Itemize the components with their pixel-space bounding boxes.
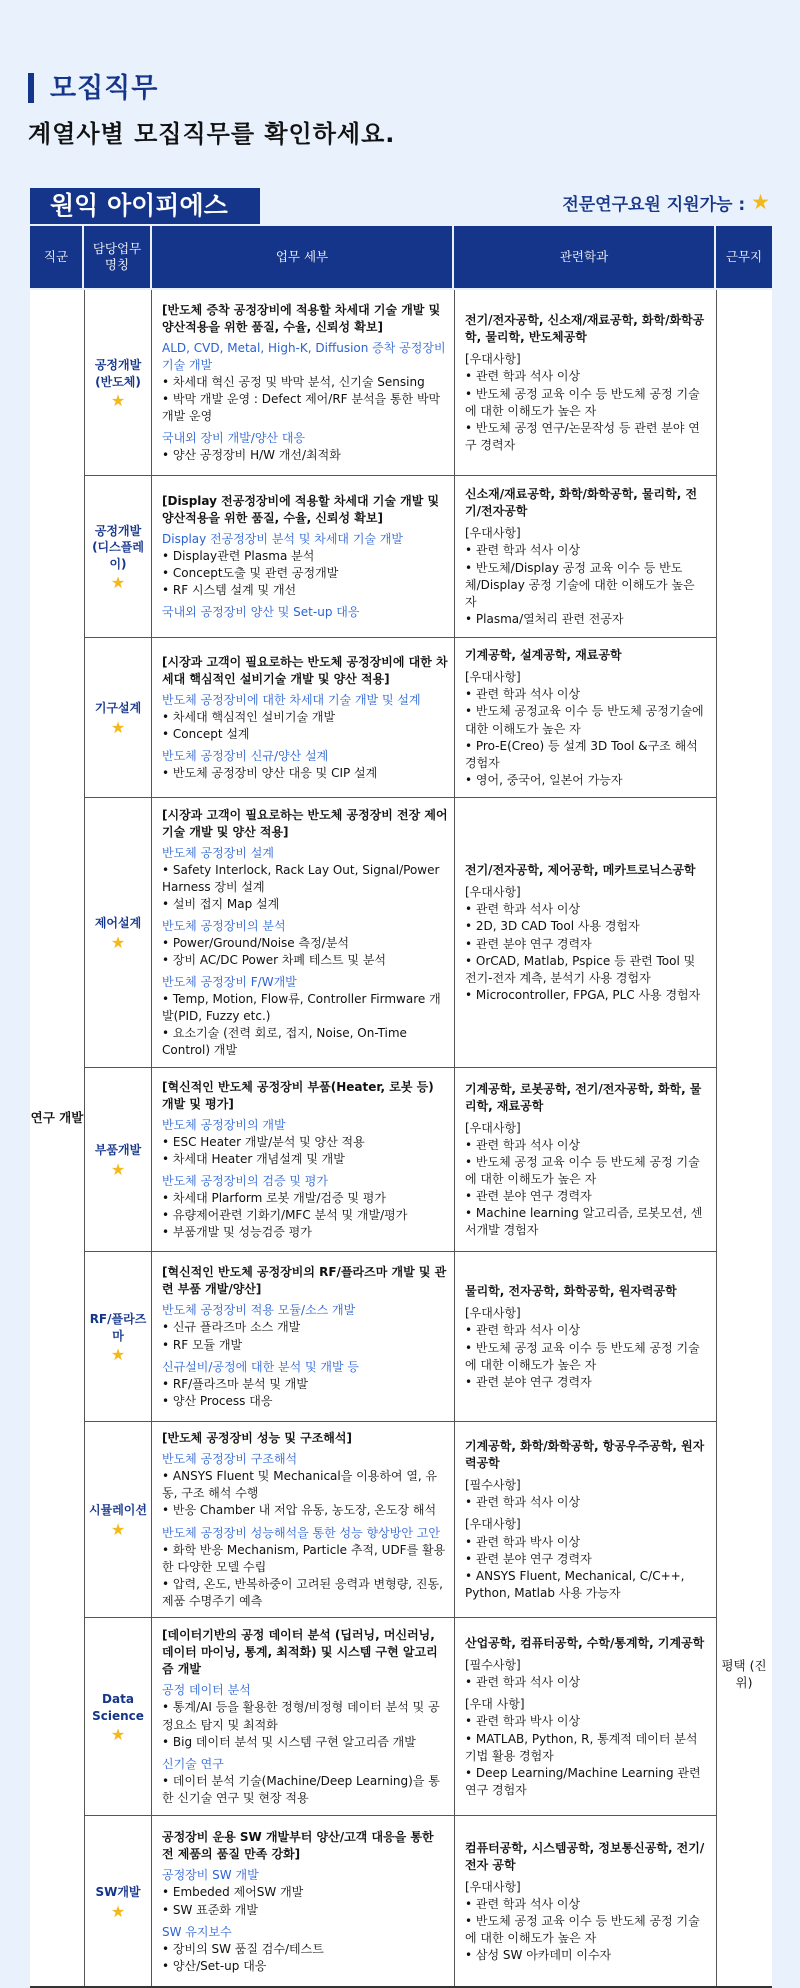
expert-researcher-note — [562, 190, 770, 215]
section-title: 모집직무 — [50, 73, 159, 104]
cell-line: • 관련 학과 석사 이상 — [465, 1137, 581, 1152]
cell-line: • Concept 설계 — [162, 727, 250, 742]
cell-line: • Microcontroller, FPGA, PLC 사용 경험자 — [465, 987, 701, 1002]
cell-line: • 삼성 SW 아카데미 이수자 — [465, 1948, 612, 1963]
detail-cell — [152, 1422, 454, 1618]
cell-subheading: 반도체 공정장비 구조해석 — [162, 1452, 298, 1467]
star-icon: ★ — [110, 1159, 126, 1179]
cell-heading: 신소재/재료공학, 화학/화학공학, 물리학, 전기/전자공학 — [465, 487, 698, 519]
cell-line: • 반도체 공정 교육 이수 등 반도체 공정 기술에 대한 이해도가 높은 자 — [465, 1154, 700, 1187]
cell-line: • Safety Interlock, Rack Lay Out, Signal/Power Harness 장비 설계 — [162, 862, 440, 894]
table-body — [30, 290, 772, 1988]
major-cell — [455, 1816, 716, 1988]
cell-heading: [반도체 증착 공정장비에 적용할 차세대 기술 개발 및 양산적용을 위한 품질, 수율, 신뢰성 확보] — [162, 302, 441, 334]
detail-cell — [152, 1816, 454, 1988]
cell-line: [우대 사항] — [465, 1697, 525, 1712]
major-cell — [455, 638, 716, 798]
cell-line: [우대사항] — [465, 352, 521, 367]
cell-line: • 관련 학과 석사 이상 — [465, 1495, 581, 1510]
company-name: 원익 아이피에스 — [30, 188, 260, 224]
cell-subheading: 공정 데이터 분석 — [162, 1683, 251, 1698]
cell-line: • Power/Ground/Noise 측정/분석 — [162, 936, 349, 950]
star-icon: ★ — [110, 1901, 126, 1921]
cell-line: • 신규 플라즈마 소스 개발 — [162, 1320, 301, 1335]
star-icon: ★ — [110, 1724, 126, 1744]
cell-heading: 공정장비 운용 SW 개발부터 양산/고객 대응을 통한 전 제품의 품질 만족 강화] — [162, 1830, 434, 1862]
cell-line: [우대사항] — [465, 526, 521, 541]
cell-subheading: 신규설비/공정에 대한 분석 및 개발 등 — [162, 1359, 359, 1374]
cell-line: [필수사항] — [465, 1658, 521, 1673]
cell-heading: 산업공학, 컴퓨터공학, 수학/통계학, 기계공학 — [465, 1636, 705, 1651]
major-cell — [455, 1422, 716, 1618]
cell-line: [필수사항] — [465, 1478, 521, 1493]
detail-cell — [152, 638, 454, 798]
cell-line: • SW 표준화 개발 — [162, 1902, 258, 1917]
cell-line: • 관련 학과 석사 이상 — [465, 369, 581, 384]
section-subtitle: 계열사별 모집직무를 확인하세요. — [28, 120, 396, 148]
cell-subheading: Display 전공정장비 분석 및 차세대 기술 개발 — [162, 531, 404, 546]
major-cell — [455, 1068, 716, 1252]
cell-line: • 양산 Process 대응 — [162, 1393, 273, 1408]
star-icon: ★ — [110, 932, 126, 952]
expert-label: 전문연구요원 지원가능 : — [562, 195, 746, 215]
cell-line: [우대사항] — [465, 1879, 521, 1894]
cell-subheading: 반도체 공정장비 신규/양산 설계 — [162, 749, 329, 764]
cell-subheading: 반도체 공정장비의 검증 및 평가 — [162, 1174, 328, 1189]
cell-line: • 박막 개발 운영 : Defect 제어/RF 분석을 통한 박막 개발 운영 — [162, 392, 441, 424]
cell-subheading: 반도체 공정장비 성능해석을 통한 성능 향상방안 고안 — [162, 1525, 440, 1540]
cell-line: [우대사항] — [465, 1517, 521, 1532]
cell-line: [우대사항] — [465, 885, 521, 900]
cell-line: • 반도체 공정장비 양산 대응 및 CIP 설계 — [162, 766, 378, 781]
cell-line: • RF/플라즈마 분석 및 개발 — [162, 1376, 308, 1391]
detail-cell — [152, 290, 454, 476]
major-cell — [455, 798, 716, 1068]
cell-heading: [반도체 공정장비 성능 및 구조해석] — [162, 1431, 352, 1446]
cell-line: • 관련 학과 박사 이상 — [465, 1714, 581, 1729]
role-name: 기구설계 — [94, 701, 142, 716]
detail-cell — [152, 1068, 454, 1252]
cell-line: • 데이터 분석 기술(Machine/Deep Learning)을 통한 신기술 연구 및 현장 적용 — [162, 1773, 440, 1805]
major-cell — [455, 1618, 716, 1816]
cell-line: • 관련 분야 연구 경력자 — [465, 1189, 592, 1204]
header-role: 담당업무 명칭 — [84, 226, 152, 288]
cell-subheading: 공정장비 SW 개발 — [162, 1868, 259, 1883]
role-cell — [85, 290, 151, 476]
cell-line: • 반도체 공정 교육 이수 등 반도체 공정 기술에 대한 이해도가 높은 자 — [465, 386, 700, 418]
cell-subheading: 반도체 공정장비 F/W개발 — [162, 975, 297, 990]
cell-line: • 관련 학과 석사 이상 — [465, 1675, 581, 1690]
detail-cell — [152, 798, 454, 1068]
cell-line: • Concept도출 및 관련 공정개발 — [162, 566, 339, 581]
cell-heading: 기계공학, 화학/화학공학, 항공우주공학, 원자력공학 — [465, 1439, 705, 1471]
star-icon: ★ — [110, 390, 126, 410]
cell-subheading: 반도체 공정장비 설계 — [162, 845, 274, 860]
role-name: 공정개발 (반도체) — [94, 358, 142, 389]
cell-line: • Temp, Motion, Flow류, Controller Firmware 개발(PID, Fuzzy etc.) — [162, 992, 441, 1024]
header-major: 관련학과 — [454, 226, 716, 288]
star-icon: ★ — [110, 717, 126, 737]
cell-subheading: SW 유지보수 — [162, 1924, 232, 1939]
cell-heading: [시장과 고객이 필요로하는 반도체 공정장비 전장 제어 기술 개발 및 양산 적용] — [162, 807, 448, 839]
header-location: 근무지 — [725, 249, 763, 265]
star-icon: ★ — [110, 572, 126, 592]
cell-line: • 차세대 핵심적인 설비기술 개발 — [162, 709, 336, 724]
cell-line: • MATLAB, Python, R, 통계적 데이터 분석 기법 활용 경험자 — [465, 1731, 698, 1763]
cell-line: • 관련 분야 연구 경력자 — [465, 936, 592, 951]
cell-line: • 관련 분야 연구 경력자 — [465, 1551, 592, 1566]
cell-line: • Plasma/열처리 관련 전공자 — [465, 611, 624, 626]
cell-line: • OrCAD, Matlab, Pspice 등 관련 Tool 및 전기-전자 계측, 분석기 사용 경험자 — [465, 953, 696, 985]
role-cell — [85, 1252, 151, 1422]
star-icon: ★ — [110, 1519, 126, 1539]
role-name: SW개발 — [95, 1885, 141, 1900]
role-name: 제어설계 — [94, 916, 142, 931]
cell-line: • 반도체 공정 연구/논문작성 등 관련 분야 연구 경력자 — [465, 420, 700, 452]
cell-line: • 차세대 Plarform 로봇 개발/검증 및 평가 — [162, 1191, 386, 1206]
star-icon: ★ — [110, 1344, 126, 1364]
role-name: 공정개발 (디스플레이) — [92, 524, 144, 571]
cell-line: • 반도체 공정교육 이수 등 반도체 공정기술에 대한 이해도가 높은 자 — [465, 704, 704, 736]
cell-line: • 양산/Set-up 대응 — [162, 1958, 267, 1973]
cell-line: • 유량제어관련 기화기/MFC 분석 및 개발/평가 — [162, 1208, 408, 1223]
cell-line: • 반도체 공정 교육 이수 등 반도체 공정 기술에 대한 이해도가 높은 자 — [465, 1340, 700, 1372]
cell-line: • 반응 Chamber 내 저압 유동, 농도장, 온도장 해석 — [162, 1503, 437, 1518]
cell-line: • 관련 학과 석사 이상 — [465, 687, 581, 702]
cell-line: • 장비의 SW 품질 검수/테스트 — [162, 1941, 324, 1956]
role-cell — [85, 1618, 151, 1816]
cell-line: • 관련 학과 석사 이상 — [465, 543, 581, 558]
cell-line: • 양산 공정장비 H/W 개선/최적화 — [162, 448, 341, 463]
role-name: RF/플라즈마 — [89, 1312, 147, 1343]
role-cell — [85, 1068, 151, 1252]
detail-cell — [152, 1618, 454, 1816]
cell-line: • 차세대 Heater 개념설계 및 개발 — [162, 1151, 345, 1166]
role-name: 부품개발 — [94, 1143, 142, 1158]
cell-line: • 요소기술 (전력 회로, 접지, Noise, On-Time Control) 개발 — [162, 1026, 407, 1058]
cell-line: • 부품개발 및 성능검증 평가 — [162, 1225, 312, 1240]
cell-line: • RF 시스템 설계 및 개선 — [162, 583, 297, 598]
section-accent-bar — [28, 73, 34, 103]
cell-line: • 영어, 중국어, 일본어 가능자 — [465, 772, 623, 787]
cell-line: • Display관련 Plasma 분석 — [162, 548, 315, 563]
cell-line: • Embeded 제어SW 개발 — [162, 1885, 304, 1900]
cell-heading: 물리학, 전자공학, 화학공학, 원자력공학 — [465, 1284, 677, 1299]
cell-line: [우대사항] — [465, 670, 521, 685]
cell-heading: 전기/전자공학, 제어공학, 메카트로닉스공학 — [465, 863, 696, 878]
major-cell — [455, 476, 716, 638]
cell-line: • 관련 분야 연구 경력자 — [465, 1374, 592, 1389]
cell-line: • 장비 AC/DC Power 차폐 테스트 및 분석 — [162, 953, 387, 968]
cell-line: • 통계/AI 등을 활용한 정형/비정형 데이터 분석 및 공정요소 탐지 및 최적화 — [162, 1700, 440, 1732]
cell-line: • 2D, 3D CAD Tool 사용 경험자 — [465, 919, 640, 934]
detail-cell — [152, 1252, 454, 1422]
cell-line: • ANSYS Fluent 및 Mechanical을 이용하여 열, 유동, 구조 해석 수행 — [162, 1469, 438, 1501]
cell-line: • ANSYS Fluent, Mechanical, C/C++, Python, Matlab 사용 가능자 — [465, 1568, 685, 1600]
role-name: Data Science — [92, 1692, 144, 1723]
cell-line: • 차세대 혁신 공정 및 박막 분석, 신기술 Sensing — [162, 374, 425, 389]
detail-cell — [152, 476, 454, 638]
cell-line: • 반도체/Display 공정 교육 이수 등 반도체/Display 공정 기술에 대한 이해도가 높은 자 — [465, 560, 695, 609]
header-detail: 업무 세부 — [152, 226, 454, 288]
role-cell — [85, 798, 151, 1068]
header-group: 직군 — [30, 226, 84, 288]
cell-subheading: 반도체 공정장비의 분석 — [162, 918, 286, 933]
cell-heading: [시장과 고객이 필요로하는 반도체 공정장비에 대한 차세대 핵심적인 설비기술 개발 및 양산 적용] — [162, 654, 448, 686]
cell-line: • 관련 학과 석사 이상 — [465, 1323, 581, 1338]
major-cell — [455, 290, 716, 476]
cell-line: • 압력, 온도, 반복하중이 고려된 응력과 변형량, 진동, 제품 수명주기 예측 — [162, 1576, 443, 1608]
cell-heading: 컴퓨터공학, 시스템공학, 정보통신공학, 전기/전자 공학 — [465, 1840, 705, 1872]
star-icon: ★ — [751, 190, 770, 214]
cell-line: • Pro-E(Creo) 등 설계 3D Tool &구조 해석 경험자 — [465, 738, 698, 770]
cell-subheading: 국내외 공정장비 양산 및 Set-up 대응 — [162, 605, 360, 620]
cell-line: • RF 모듈 개발 — [162, 1337, 243, 1352]
cell-heading: 기계공학, 로봇공학, 전기/전자공학, 화학, 물리학, 재료공학 — [465, 1081, 702, 1113]
cell-line: • ESC Heater 개발/분석 및 양산 적용 — [162, 1134, 365, 1149]
group-label: 연구 개발 — [30, 1110, 84, 1125]
cell-heading: 전기/전자공학, 신소재/재료공학, 화학/화학공학, 물리학, 반도체공학 — [465, 313, 705, 345]
role-cell — [85, 1816, 151, 1988]
table-header — [30, 226, 772, 288]
cell-line: • 관련 학과 박사 이상 — [465, 1534, 581, 1549]
cell-line: • Big 데이터 분석 및 시스템 구현 알고리즘 개발 — [162, 1734, 416, 1749]
cell-subheading: 반도체 공정장비 적용 모듈/소스 개발 — [162, 1303, 356, 1318]
cell-heading: [혁신적인 반도체 공정장비 부품(Heater, 로봇 등) 개발 및 평가] — [162, 1079, 434, 1111]
role-cell — [85, 476, 151, 638]
cell-line: • Machine learning 알고리즘, 로봇모션, 센서개발 경험자 — [465, 1206, 703, 1238]
cell-line: [우대사항] — [465, 1306, 521, 1321]
location-label: 평택 (진위) — [721, 1658, 767, 1690]
cell-heading: [혁신적인 반도체 공정장비의 RF/플라즈마 개발 및 관련 부품 개발/양산] — [162, 1265, 447, 1297]
cell-line: • 화학 반응 Mechanism, Particle 추적, UDF를 활용한 다양한 모델 수립 — [162, 1542, 446, 1574]
cell-subheading: 반도체 공정장비의 개발 — [162, 1117, 286, 1132]
cell-heading: [Display 전공정장비에 적용할 차세대 기술 개발 및 양산적용을 위한 품질, 수율, 신뢰성 확보] — [162, 493, 440, 525]
cell-heading: [데이터기반의 공정 데이터 분석 (딥러닝, 머신러닝, 데이터 마이닝, 통계, 최적화) 및 시스템 구현 알고리즘 개발 — [162, 1628, 438, 1677]
cell-subheading: 반도체 공정장비에 대한 차세대 기술 개발 및 설계 — [162, 692, 421, 707]
role-cell — [85, 1422, 151, 1618]
cell-line: • Deep Learning/Machine Learning 관련 연구 경험자 — [465, 1765, 701, 1797]
cell-subheading: 국내외 장비 개발/양산 대응 — [162, 431, 305, 446]
role-name: 시뮬레이션 — [89, 1503, 147, 1518]
cell-line: • 관련 학과 석사 이상 — [465, 902, 581, 917]
cell-line: [우대사항] — [465, 1120, 521, 1135]
role-cell — [85, 638, 151, 798]
cell-line: • 설비 접지 Map 설계 — [162, 896, 280, 911]
cell-line: • 반도체 공정 교육 이수 등 반도체 공정 기술에 대한 이해도가 높은 자 — [465, 1914, 700, 1946]
cell-subheading: 신기술 연구 — [162, 1756, 224, 1771]
cell-subheading: ALD, CVD, Metal, High-K, Diffusion 증착 공정장비기술 개발 — [162, 340, 446, 372]
cell-heading: 기계공학, 설계공학, 재료공학 — [465, 648, 622, 663]
cell-line: • 관련 학과 석사 이상 — [465, 1896, 581, 1911]
major-cell — [455, 1252, 716, 1422]
